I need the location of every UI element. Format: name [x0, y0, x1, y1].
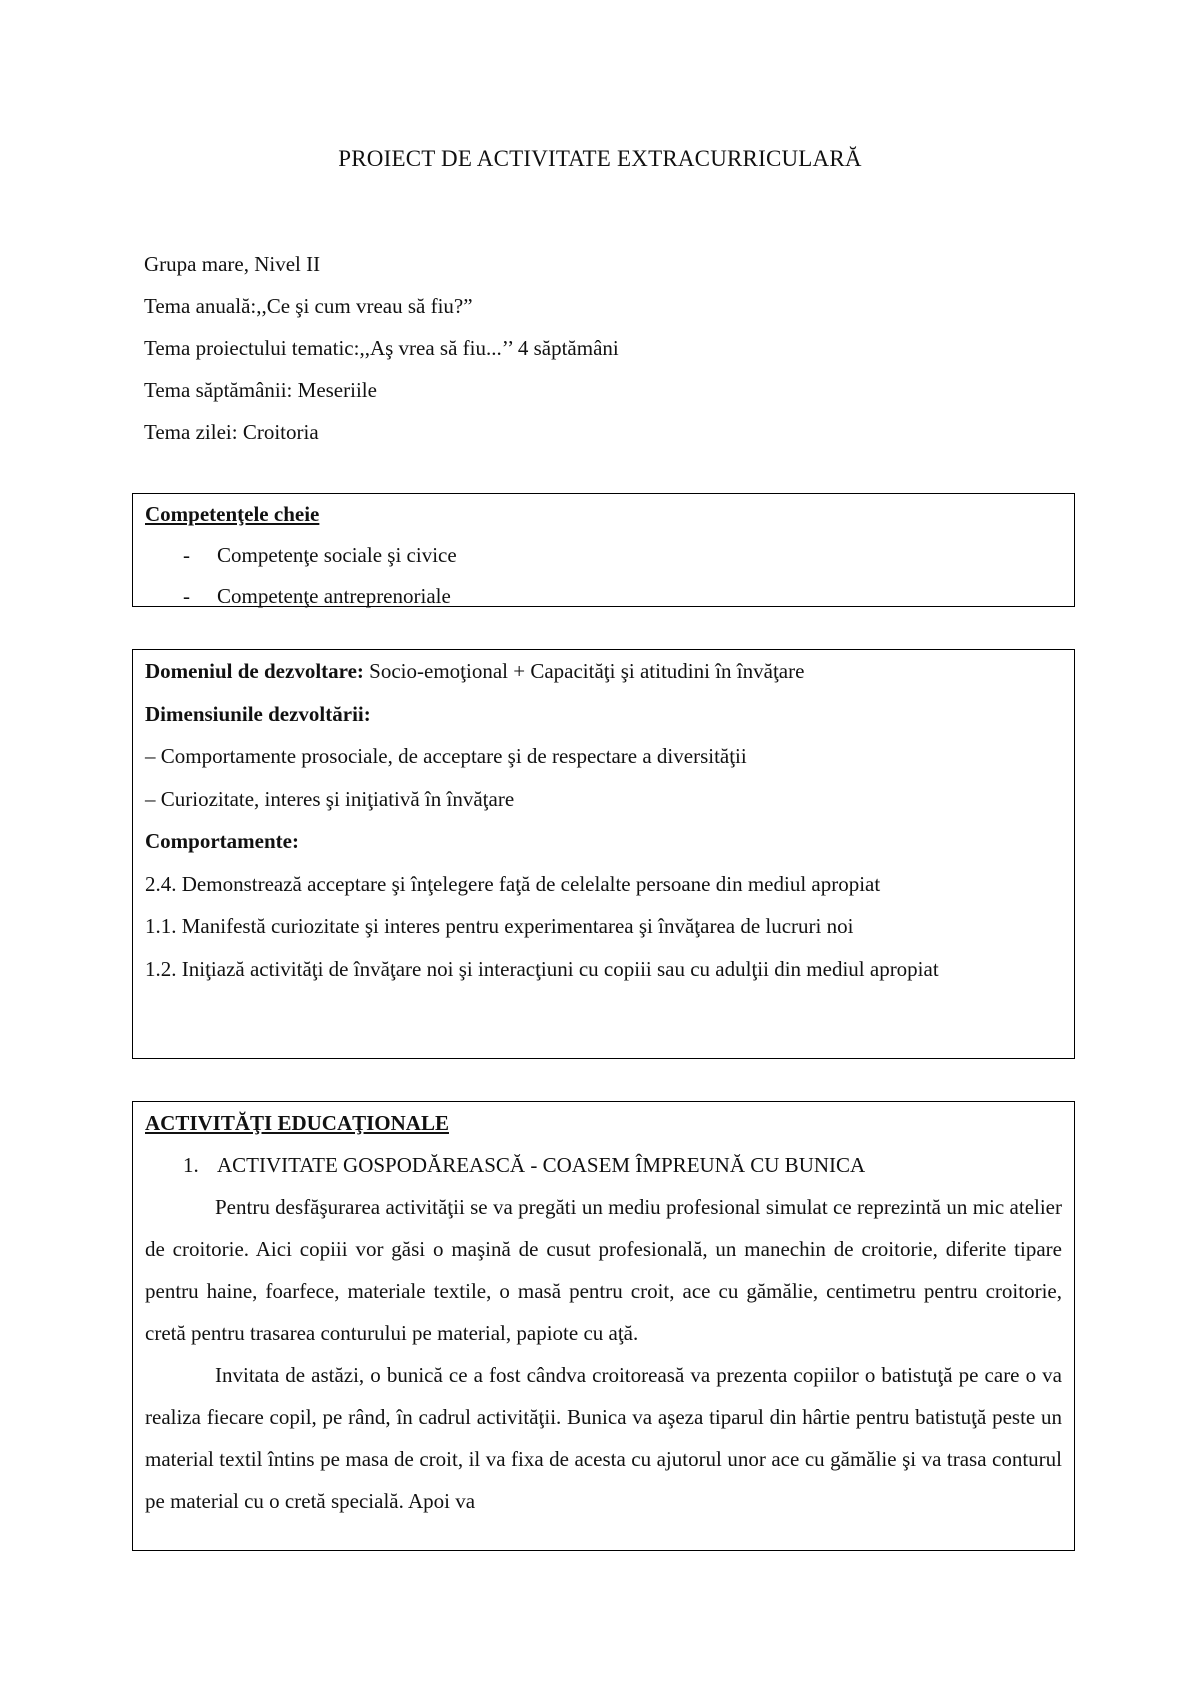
competente-item-text: Competenţe antreprenoriale	[217, 584, 451, 608]
dimensiuni-heading: Dimensiunile dezvoltării:	[145, 701, 371, 726]
domeniu-label: Domeniul de dezvoltare:	[145, 659, 364, 683]
project-meta	[144, 243, 1074, 453]
activitate-item	[145, 1144, 1062, 1186]
activitate-number: 1.	[183, 1153, 199, 1177]
list-dash: -	[183, 543, 190, 567]
domeniu-value: Socio-emoţional + Capacităţi şi atitudini în învăţare	[363, 659, 805, 683]
meta-tema-proiect: Tema proiectului tematic:,,Aş vrea să fiu...’’ 4 săptămâni	[144, 336, 619, 360]
meta-grupa: Grupa mare, Nivel II	[144, 252, 321, 276]
competente-item	[145, 576, 1062, 617]
comportament-item: 1.2. Iniţiază activităţi de învăţare noi şi interacţiuni cu copiii sau cu adulţii din mediul apropiat	[145, 956, 939, 981]
activitate-paragraph: Invitata de astăzi, o bunică ce a fost cândva croitoreasă va prezenta copiilor o batistuţă pe care o va realiza fiecare copil, pe rând, în cadrul activităţii. Bunica va aşeza tiparul din hârtie pentru batistuţă peste un material textil întins pe masa de croit, il va fixa de acesta cu ajutorul unor ace cu gămălie şi va trasa conturul pe material cu o cretă specială. Apoi va	[145, 1363, 1062, 1513]
comportamente-heading: Comportamente:	[145, 829, 299, 853]
meta-tema-anuala: Tema anuală:,,Ce şi cum vreau să fiu?”	[144, 294, 473, 318]
activitati-heading: ACTIVITĂŢI EDUCAŢIONALE	[145, 1111, 449, 1135]
meta-tema-saptamanii: Tema săptămânii: Meseriile	[144, 378, 377, 402]
competente-heading: Competenţele cheie	[145, 502, 320, 526]
competente-box	[132, 493, 1075, 607]
comportament-item: 2.4. Demonstrează acceptare şi înţelegere faţă de celelalte persoane din mediul apropiat	[145, 871, 881, 896]
competente-item	[145, 535, 1062, 576]
comportament-item: 1.1. Manifestă curiozitate şi interes pentru experimentarea şi învăţarea de lucruri noi	[145, 914, 854, 938]
list-dash: -	[183, 584, 190, 608]
document-title: PROIECT DE ACTIVITATE EXTRACURRICULARĂ	[338, 146, 862, 171]
dimensiune-item: – Comportamente prosociale, de acceptare şi de respectare a diversităţii	[145, 744, 747, 768]
domeniu-line	[145, 650, 1062, 693]
activitate-paragraph: Pentru desfăşurarea activităţii se va pregăti un mediu profesional simulat ce reprezintă un mic atelier de croitorie. Aici copiii vor găsi o maşină de cusut profesională, un manechin de croitorie, diferite tipare pentru haine, foarfece, materiale textile, o masă pentru croit, ace cu gămălie, centimetru pentru croitorie, cretă pentru trasarea conturului pe material, papiote cu aţă.	[145, 1195, 1062, 1345]
dimensiune-item: – Curiozitate, interes şi iniţiativă în învăţare	[145, 786, 515, 811]
domeniu-box	[132, 649, 1075, 1059]
meta-tema-zilei: Tema zilei: Croitoria	[144, 420, 319, 444]
competente-item-text: Competenţe sociale şi civice	[217, 543, 457, 567]
activitate-title: ACTIVITATE GOSPODĂREASCĂ - COASEM ÎMPREUNĂ CU BUNICA	[217, 1153, 866, 1177]
activitati-box	[132, 1101, 1075, 1551]
